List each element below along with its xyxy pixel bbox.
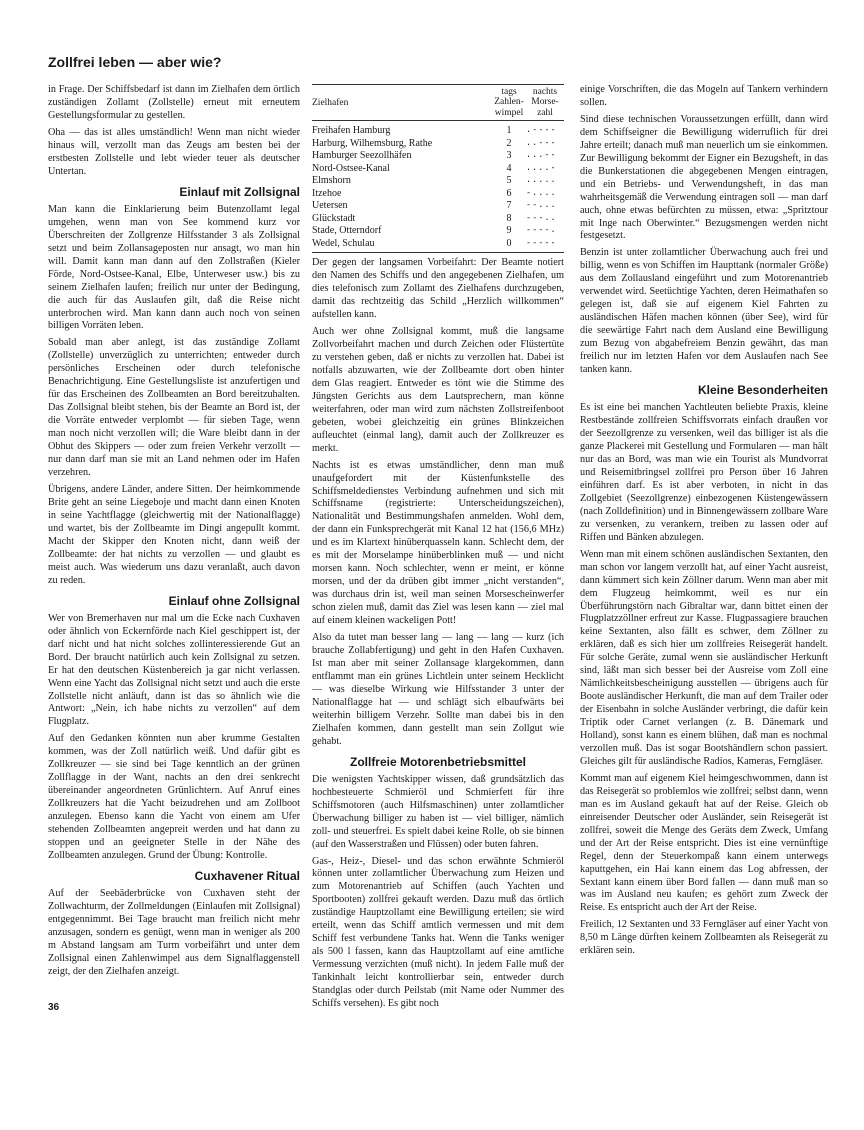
column-1 [48,84,300,983]
paragraph: Man kann die Einklarierung beim Butenzollamt legal umgehen, wenn man von See kommend kurz vor Überschreiten der Zollgrenze Hilfsstander 3 als Zollsignal setzt und beim Zollansageposten nur ansagt, wo man hin will. Damit kann man dann auf den Zollstraßen (Kieler Förde, Nord-Ostsee-Kanal, Elbe, Unterweser usw.) bis zu seinem Zielhafen laufen; freilich nur unter der Bedingung, die auch für das Auslaufen gilt, daß die Reise nicht unterbrochen wird. Man kann dann auch noch von seinen billigen Vorräten leben. [48,203,300,332]
paragraph: Kommt man auf eigenem Kiel heimgeschwommen, dann ist das Reisegerät so problemlos wie zollfrei; selbst dann, wenn man es im Ausland gekauft hat auf der Reise. Gleich ob einreisender Deutscher oder Ausländer, sein Reisegerät ist zollfrei, soweit die Menge des Geräts dem Zweck, Umfang und der Art der Reise entspricht. Dies ist eine vernünftige Regel, denn der Steuerkompaß kann einem unterwegs kaputtgehen, ein Hai kann einem das Log abfressen, der Sextant kann einem über Bord fallen — dann muß man so was im Ausland neu kaufen; es gehört zum Zweck der Reise. Es entspricht auch der Art der Reise. [580,772,828,914]
header-port: Zielhafen [312,97,349,108]
page-number: 36 [48,1002,60,1013]
pennant-number: 4 [506,162,512,174]
paragraph: Auch wer ohne Zollsignal kommt, muß die langsame Zollvorbeifahrt machen und durch Zeichen oder Flüstertüte zu verstehen geben, daß er nichts zu verzollen hat. Dabei ist notfalls abzuwarten, wie der Zollbeamte dort oben hinter dem Glas reagiert. Entweder es tönt wie die Stimme des Jüngsten Gerichts aus dem Lautsprechern, man könne weiterfahren, oder man wird zum nächsten Zollstreifenboot gebeten, wobei gleichzeitig ein grünes Blinkzeichen aufleuchtet (einmal lang), damit auch der Zollkreuzer es merkt. [312,326,564,454]
paragraph: Auf den Gedanken könnten nun aber krumme Gestalten kommen, was der Zoll natürlich weiß. Und dafür gibt es Zollkreuzer — sie sind bei Tage kenntlich an der grünen Zollflagge in der Want, nachts an den drei senkrecht übereinander angeordneten Grünlichtern. Auf Anruf eines Zollkreuzers hat die Yacht beizudrehen und am Zollboot anzulegen. Ebenso kann die Yacht von einem am Ufer stehenden Zollbeamten angepreit werden und hat dann zu stoppen und an geeigneter Stelle in der Nähe des Zollbeamten anzulegen. Grund der Übung: Kontrolle. [48,733,300,861]
pennant-number: 3 [506,150,512,162]
port-name: Uetersen [312,200,348,212]
pennant-number: 6 [506,187,512,199]
morse-code: ..--- [526,137,557,148]
table-row [312,150,564,163]
section-heading: Einlauf ohne Zollsignal [168,593,300,608]
paragraph: Benzin ist unter zollamtlicher Überwachung auch frei und billig, wenn es von Schiffen im Haupttank (normaler Größe) aus dem Zollausland eingeführt und zum Motorenantrieb verwendet wird. Seetüchtige Yachten, deren Heimathafen so gelegen ist, daß sie auf eigenem Kiel Fahrten zu ausländischen Häfen machen können (über See), wird für die seewärtige Fahrt nach dem Ausland eine Bewilligung zum Bezug von abgabefreiem Benzin gewährt, das man freilich nur im letzten Hafen vor dem Auslaufen nach See tanken kann. [580,247,828,376]
morse-code: -.... [526,187,557,198]
paragraph: Oha — das ist alles umständlich! Wenn man nicht wieder hinaus will, verzollt man das Zeugs am besten bei der erstbesten Zollstelle und lebt wieder teuer als deutscher Untertan. [48,126,300,177]
table-row [312,138,564,151]
section-heading: Einlauf mit Zollsignal [179,184,300,199]
paragraph: einige Vorschriften, die das Mogeln auf Tankern verhindern sollen. [580,84,828,108]
pennant-number: 2 [506,137,512,149]
paragraph: Also da tutet man besser lang — lang — lang — kurz (ich brauche Zollabfertigung) und geht in den Hafen Cuxhaven. Ist man aber mit seiner Zollansage klargekommen, dann entflammt man ein grünes Lichtlein unter seinem Hecklicht — was dieselbe Wirkung wie Hilfsstander 3 unter der Nationalflagge hat — und schlägt sich elbaufwärts bei weiterhin billigem Verzehr. Sollte man dabei bis in den Zielhafen kommen, dann gestellt man sein Zollgut wie gehabt. [312,632,564,747]
zielhafen-table [312,84,564,253]
paragraph: Gas-, Heiz-, Diesel- und das schon erwähnte Schmieröl können unter zollamtlicher Überwachung zum Heizen und zum Motorenantrieb auf Schiffen (auch Yachten und Sportbooten) zollfrei gekauft werden. Dazu muß das örtlich zuständige Hauptzollamt eine Bewilligung erteilen; sie wird erteilt, wenn das Schiff amtlich vermessen und mit dem Schiff fest verbundene Tanks hat. Wenn die Tanks weniger als 500 l fassen, kann das Hauptzollamt auf eine amtliche Vermessung verzichten (muß nicht). In jedem Falle muß der Tankinhalt leicht kontrollierbar sein, entweder durch Standglas oder durch Peilstab (mit Name oder Nummer des Schiffs versehen). Es gibt noch [312,855,564,1010]
table-row [312,175,564,188]
paragraph: Auf der Seebäderbrücke von Cuxhaven steht der Zollwachturm, der Zollmeldungen (Einlaufen mit Zollsignal) entgegennimmt. Bei Tage braucht man freilich nicht mehr anzusagen, sondern es genügt, wenn man in weniger als 200 m Abstand langsam am Turm vorbeifährt und unter dem Zollsignal einen Zahlenwimpel aus dem Signalflaggenstell zeigt, der den Zielhafen anzeigt. [48,888,300,977]
paragraph: Wenn man mit einem schönen ausländischen Sextanten, den man schon vor langem verzollt hat, auf einer Yacht ausreist, dann kümmert sich kein Zöllner darum. Wenn man aber mit dem Flugzeug heimkommt, weil es nur ein Überführungstörn nach Gibraltar war, dann bittet einen der Flugplatzzöllner erfreut zur Kasse. Flugpassagiere brauchen keine Sextanten, also fällt es schwer, dem Zöllner zu erklären, daß es sich hier um zollfreies Reisegerät handelt. Für solche Geräte, zumal wenn sie ausländischer Herkunft sind, läßt man sich besser bei der Ausreise vom Zoll eine Nämlichkeitsbescheinigung ausstellen — übrigens auch für Boote ausländischer Herkunft, die man auf dem Trailer oder der Eisenbahn in solche Ausländer verbringt, die dafür kein Triptik oder Carnet verlangen (z. B. Dänemark und Holland), sonst kann es einem blühen, daß man es nochmal verzollen muß. Das ist sogar Bootshändlern schon passiert. Gleiches gilt für ausländische Radios, Kameras, Ferngläser. [580,548,828,767]
morse-code: --... [526,200,557,211]
table-row [312,238,564,251]
port-name: Itzehoe [312,187,342,199]
paragraph: Nachts ist es etwas umständlicher, denn man muß unaufgefordert mit der Küstenfunkstelle des Schiffsmeldedienstes Verbindung aufnehmen und sich mit Schiffsname (registrierte: Unterscheidungszeichen), Nationalität und Bestimmungshafen anmelden. Wohl dem, der dann ein Funksprechgerät mit Kanal 12 hat (156,6 MHz) und es im Klartext hinüberquasseln kann. Schlecht dem, der es mit der Morselampe hinüberblinken muß — und nicht morsen kann. Noch schlechter, wenn er meint, er könne morsen, und der da drüben gibt immer „nicht verstanden“, was durchaus drin ist, weil man seinen Morsescheinwerfer schon zielen muß, damit das Ziel was lesen kann — ziel mal auf einem kleinen wackeligen Pott! [312,459,564,627]
table-header [312,85,564,121]
table-body [312,121,564,252]
table-row [312,125,564,138]
paragraph: Die wenigsten Yachtskipper wissen, daß grundsätzlich das hochbesteuerte Schmieröl und Schmierfett für ihre Schiffsmotoren (auch Hilfsmaschinen) unter zollamtlicher Überwachung billiger zu haben ist — viel billiger, nämlich zoll- und steuerfrei. Es spielt dabei keine Rolle, ob sie binnen (auf den Wasserstraßen und Flüssen) oder buten fahren. [312,773,564,850]
pennant-number: 5 [506,175,512,187]
morse-code: ...-- [526,150,557,161]
morse-code: ....- [526,162,557,173]
morse-code: ..... [526,175,557,186]
port-name: Stade, Otterndorf [312,225,382,237]
header-morse: nachts Morse-zahl [531,87,559,118]
table-row [312,225,564,238]
port-name: Glückstadt [312,212,356,224]
morse-code: ----- [526,237,557,248]
pennant-number: 7 [506,200,512,212]
section-heading: Cuxhavener Ritual [194,868,300,883]
port-name: Elmshorn [312,175,351,187]
table-row [312,188,564,201]
section-heading: Zollfreie Motorenbetriebsmittel [349,754,527,769]
pennant-number: 1 [506,125,512,137]
port-name: Nord-Ostsee-Kanal [312,162,390,174]
table-row [312,163,564,176]
morse-code: ----. [526,225,557,236]
page-title: Zollfrei leben — aber wie? [48,54,222,70]
paragraph: Freilich, 12 Sextanten und 33 Ferngläser auf einer Yacht von 8,50 m Länge dürften keinem Zollbeamten als Reisegerät zu erklären sein. [580,919,828,957]
column-3 [580,84,828,962]
pennant-number: 0 [506,237,512,249]
port-name: Freihafen Hamburg [312,125,391,137]
port-name: Harburg, Wilhemsburg, Rathe [312,137,433,149]
morse-code: ---.. [526,212,557,223]
table-row [312,213,564,226]
paragraph: Wer von Bremerhaven nur mal um die Ecke nach Cuxhaven oder ähnlich von Eckernförde nach Kiel geschippert ist, der darf nicht und hat nicht solches zollinteressierende Gut an Bord. Der braucht natürlich auch kein Zollsignal zu setzen. Er hat den deutschen Küstenbereich ja gar nicht verlassen. Wenn eine Yacht das Zollsignal nicht setzt und auch die erste Zollstelle nicht anläuft, dann ist das so ähnlich wie die Antwort: „Nein, ich habe nichts zu verzollen“ auf dem Flugplatz. [48,612,300,728]
paragraph: in Frage. Der Schiffsbedarf ist dann im Zielhafen dem örtlich zuständigen Zollamt (Zollstelle) erneut mit erneutem Gestellungsformular zu gestellen. [48,84,300,121]
section-heading: Kleine Besonderheiten [697,382,828,397]
paragraph: Übrigens, andere Länder, andere Sitten. Der heimkommende Brite geht an seine Liegeboje und macht dann einen Knoten in seine Yachtflagge (gleichwertig mit der Nationalflagge) und wartet, bis der Zollbeamte im Dingi angepullt kommt. Macht der Skipper den Knoten nicht, dann weiß der Zollbeamte: der hat nichts zu verzollen — und glaubt es meist auch. Was wiederum uns dazu veranlaßt, auch davon zu reden. [48,483,300,586]
pennant-number: 8 [506,212,512,224]
port-name: Wedel, Schulau [312,237,375,249]
pennant-number: 9 [506,225,512,237]
header-pennant: tags Zahlen-wimpel [494,87,524,118]
paragraph: Der gegen der langsamen Vorbeifahrt: Der Beamte notiert den Namen des Schiffs und den angegebenen Zielhafen, um dies telefonisch zum Zollamt des Zielhafens durchzugeben, damit das rechtzeitig das Schild „Herzlich willkommen“ aufstellen kann. [312,257,564,321]
paragraph: Sobald man aber anlegt, ist das zuständige Zollamt (Zollstelle) unverzüglich zu unterrichten; entweder durch persönliches Erscheinen oder durch telefonische Benachrichtigung. Eine Gestellungsliste ist anzufertigen und für das Erscheinen des Zollbeamten an Bord bereitzuhalten. Das Zollsignal bleibt stehen, bis der Beamte an Bord ist, der die Vorräte entweder verplombt — für sieben Tage, wenn man noch nicht verzollen will; die Ware bleibt dann in der Obhut des Skippers — oder zum freien Verkehr verzollt — nur dann darf man sie mit an Land nehmen oder im Hafen verzehren. [48,337,300,478]
paragraph: Es ist eine bei manchen Yachtleuten beliebte Praxis, kleine Restbestände zollfreien Schiffsvorrats einfach draußen vor der Seezollgrenze zu versenken, weil das billiger ist als die ganze Plackerei mit Gestellung und Formularen — man hält nur das an Bord, was man wie ein Tourist als Mundvorrat und Reisemitbringsel zollfrei pro Person über 16 Jahren einführen darf. Es ist aber verboten, in nicht in das Zollgebiet (Seezollgrenze) einbezogenen Küstengewässern (nach Zolldefinition) und in Binnengewässern zollbare Ware zu versenken, zu verankern, treiben zu lassen oder auf Riffen und Bänken abzulegen. [580,402,828,543]
paragraph: Sind diese technischen Voraussetzungen erfüllt, dann wird dem Schiffseigner die Bewilligung widerruflich für drei Jahre erteilt; danach muß man neuerlich um sie einkommen. Zur Bewilligung bekommt der Eigner ein Bezugsheft, in das die Bunkerstationen die abgegebenen Mengen eintragen, und ein Betriebs- und Verwendungsheft, in das man wahrheitsgemäß die Verwendung eintragen soll — man darf auch, ohne etwas befürchten zu müssen, etwa: „Spritztour mit Inge nach Oberwinter.“ Bezugsmengen werden nicht festgesetzt. [580,113,828,242]
column-2 [312,84,564,1015]
table-row [312,200,564,213]
port-name: Hamburger Seezollhäfen [312,150,412,162]
morse-code: .---- [526,125,557,136]
